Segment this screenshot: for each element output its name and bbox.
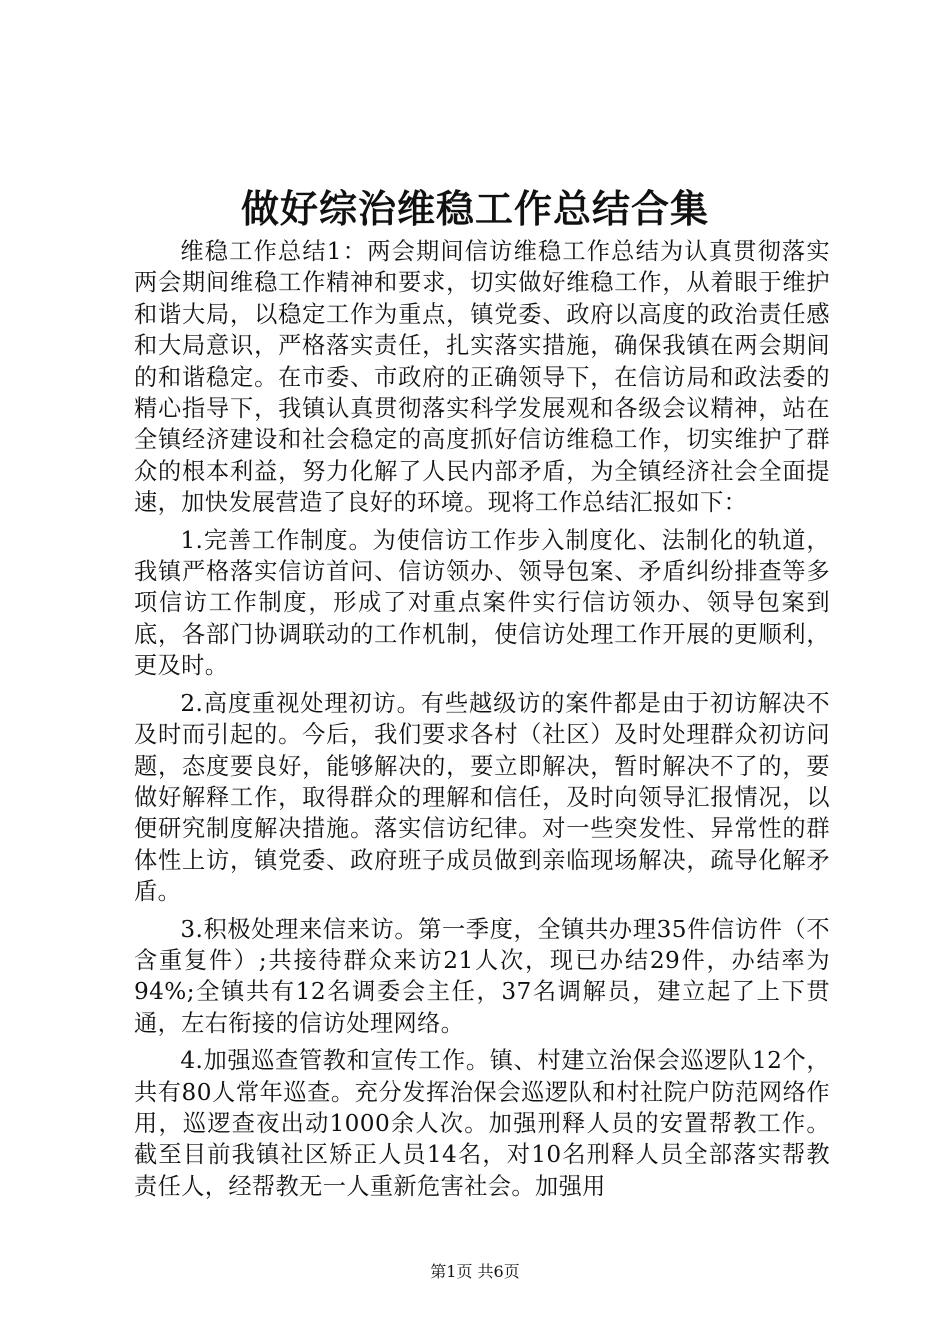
paragraph-item-3: 3.积极处理来信来访。第一季度，全镇共办理35件信访件（不含重复件）;共接待群众来访21人次，现已办结29件，办结率为94%;全镇共有12名调委会主任，37名调解员，建立起了上下贯通，左右衔接的信访处理网络。	[134, 915, 830, 1037]
paragraph-item-2: 2.高度重视处理初访。有些越级访的案件都是由于初访解决不及时而引起的。今后，我们要求各村（社区）及时处理群众初访问题，态度要良好，能够解决的，要立即解决，暂时解决不了的，要做好解释工作，取得群众的理解和信任，及时向领导汇报情况，以便研究制度解决措施。落实信访纪律。对一些突发性、异常性的群体性上访，镇党委、政府班子成员做到亲临现场解决，疏导化解矛盾。	[134, 689, 830, 906]
paragraph-intro: 维稳工作总结1：两会期间信访维稳工作总结为认真贯彻落实两会期间维稳工作精神和要求，切实做好维稳工作，从着眼于维护和谐大局，以稳定工作为重点，镇党委、政府以高度的政治责任感和大局意识，严格落实责任，扎实落实措施，确保我镇在两会期间的和谐稳定。在市委、市政府的正确领导下，在信访局和政法委的精心指导下，我镇认真贯彻落实科学发展观和各级会议精神，站在全镇经济建设和社会稳定的高度抓好信访维稳工作，切实维护了群众的根本利益，努力化解了人民内部矛盾，为全镇经济社会全面提速，加快发展营造了良好的环境。现将工作总结汇报如下：	[134, 238, 830, 517]
document-body	[134, 236, 830, 1208]
paragraph-item-4: 4.加强巡查管教和宣传工作。镇、村建立治保会巡逻队12个，共有80人常年巡查。充分发挥治保会巡逻队和村社院户防范网络作用，巡逻查夜出动1000余人次。加强刑释人员的安置帮教工作。截至目前我镇社区矫正人员14名，对10名刑释人员全部落实帮教责任人，经帮教无一人重新危害社会。加强用	[134, 1047, 830, 1200]
page-number-footer: 第1页 共6页	[430, 1262, 520, 1281]
paragraph-item-1: 1.完善工作制度。为使信访工作步入制度化、法制化的轨道，我镇严格落实信访首问、信访领办、领导包案、矛盾纠纷排查等多项信访工作制度，形成了对重点案件实行信访领办、领导包案到底，各部门协调联动的工作机制，使信访处理工作开展的更顺利，更及时。	[134, 526, 830, 680]
document-title: 做好综治维稳工作总结合集	[240, 186, 709, 231]
